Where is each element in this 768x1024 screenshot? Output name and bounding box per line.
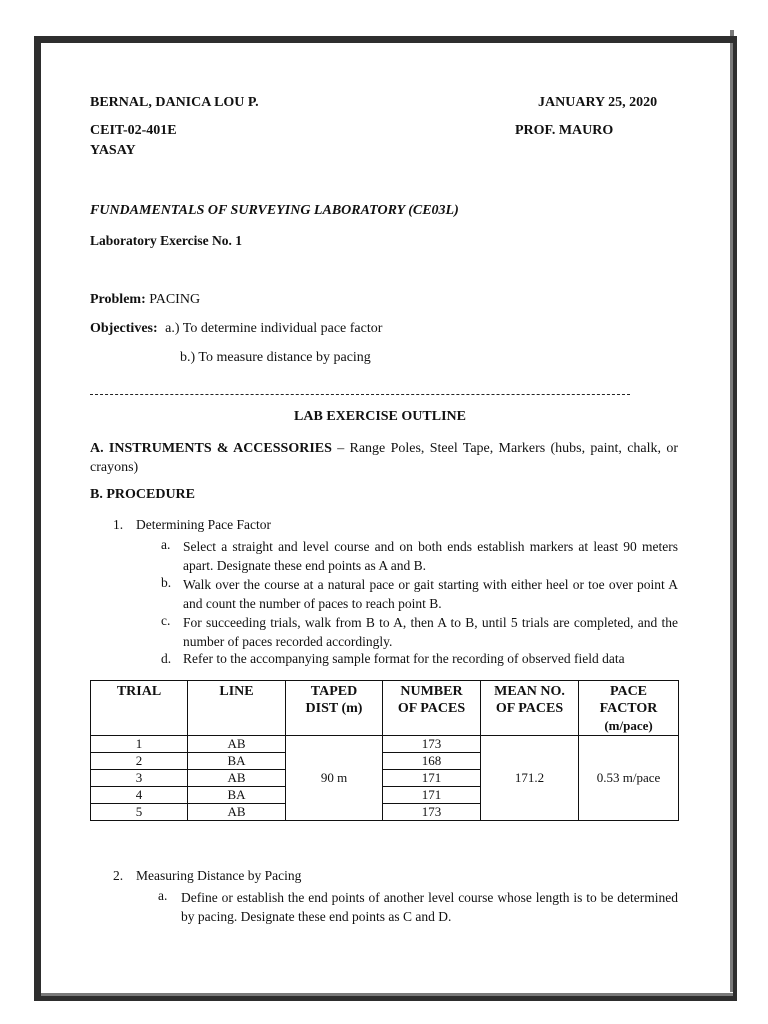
header-trial: TRIAL xyxy=(91,681,188,736)
cell-line: BA xyxy=(188,787,286,804)
table-row xyxy=(91,736,679,753)
step1-b-text: Walk over the course at a natural pace or gait starting with either heel or toe over point A and count the number of paces to reach point B. xyxy=(183,577,678,611)
objectives-line xyxy=(90,321,382,337)
problem-line xyxy=(90,292,200,308)
step1-d-letter: d. xyxy=(161,651,172,666)
step1-a-letter: a. xyxy=(161,537,171,552)
report-date: JANUARY 25, 2020 xyxy=(538,95,658,110)
cell-taped-dist: 90 m xyxy=(286,736,383,821)
cell-line: BA xyxy=(188,753,286,770)
objective-a: a.) To determine individual pace factor xyxy=(165,321,383,336)
cell-paces: 173 xyxy=(383,804,481,821)
objectives-label: Objectives: xyxy=(90,321,158,336)
step2-number: 2. xyxy=(113,868,124,883)
student-name: BERNAL, DANICA LOU P. xyxy=(90,95,259,110)
header-mean-paces: MEAN NO. OF PACES xyxy=(481,681,579,736)
cell-trial: 3 xyxy=(91,770,188,787)
professor-name: PROF. MAURO xyxy=(515,123,614,138)
cell-paces: 171 xyxy=(383,787,481,804)
cell-trial: 2 xyxy=(91,753,188,770)
step2-title: Measuring Distance by Pacing xyxy=(136,868,302,883)
cell-trial: 5 xyxy=(91,804,188,821)
header-taped-dist: TAPED DIST (m) xyxy=(286,681,383,736)
step1-c-text: For succeeding trials, walk from B to A, then A to B, until 5 trials are completed, and the number of paces recorded accordingly. xyxy=(183,615,678,649)
cell-trial: 1 xyxy=(91,736,188,753)
problem-label: Problem: xyxy=(90,292,146,307)
dashed-divider xyxy=(90,394,630,395)
pace-data-table xyxy=(90,680,679,821)
problem-value: PACING xyxy=(149,292,201,307)
instruments-heading: A. INSTRUMENTS & ACCESSORIES xyxy=(90,441,332,456)
header-line: LINE xyxy=(188,681,286,736)
step1-b-letter: b. xyxy=(161,575,172,590)
step1-number: 1. xyxy=(113,517,124,532)
cell-trial: 4 xyxy=(91,787,188,804)
procedure-heading: B. PROCEDURE xyxy=(90,487,196,502)
step2-a-text: Define or establish the end points of another level course whose length is to be determined by pacing. Designate these end points as C and D. xyxy=(181,890,678,924)
step1-a-text: Select a straight and level course and on both ends establish markers at least 90 meters apart. Designate these end points as A and B. xyxy=(183,539,678,573)
cell-line: AB xyxy=(188,804,286,821)
cell-paces: 173 xyxy=(383,736,481,753)
step1-c-letter: c. xyxy=(161,613,171,628)
professor-name-cont: YASAY xyxy=(90,143,136,158)
cell-paces: 168 xyxy=(383,753,481,770)
cell-mean-paces: 171.2 xyxy=(481,736,579,821)
outline-title: LAB EXERCISE OUTLINE xyxy=(294,409,466,424)
cell-line: AB xyxy=(188,736,286,753)
cell-paces: 171 xyxy=(383,770,481,787)
section-code: CEIT-02-401E xyxy=(90,123,177,138)
step1-d-text: Refer to the accompanying sample format for the recording of observed field data xyxy=(183,651,625,666)
course-title: FUNDAMENTALS OF SURVEYING LABORATORY (CE03L) xyxy=(90,203,459,218)
objective-b: b.) To measure distance by pacing xyxy=(180,350,371,365)
cell-pace-factor: 0.53 m/pace xyxy=(579,736,679,821)
instruments-text: – Range Poles, Steel Tape, Markers (hubs, paint, chalk, or crayons) xyxy=(90,441,678,475)
header-pace-factor: PACE FACTOR (m/pace) xyxy=(579,681,679,736)
step1-title: Determining Pace Factor xyxy=(136,517,271,532)
cell-line: AB xyxy=(188,770,286,787)
table-header-row xyxy=(91,681,679,736)
exercise-number: Laboratory Exercise No. 1 xyxy=(90,233,242,248)
header-number-of-paces: NUMBER OF PACES xyxy=(383,681,481,736)
step2-a-letter: a. xyxy=(158,888,168,903)
instruments-paragraph xyxy=(90,439,678,477)
